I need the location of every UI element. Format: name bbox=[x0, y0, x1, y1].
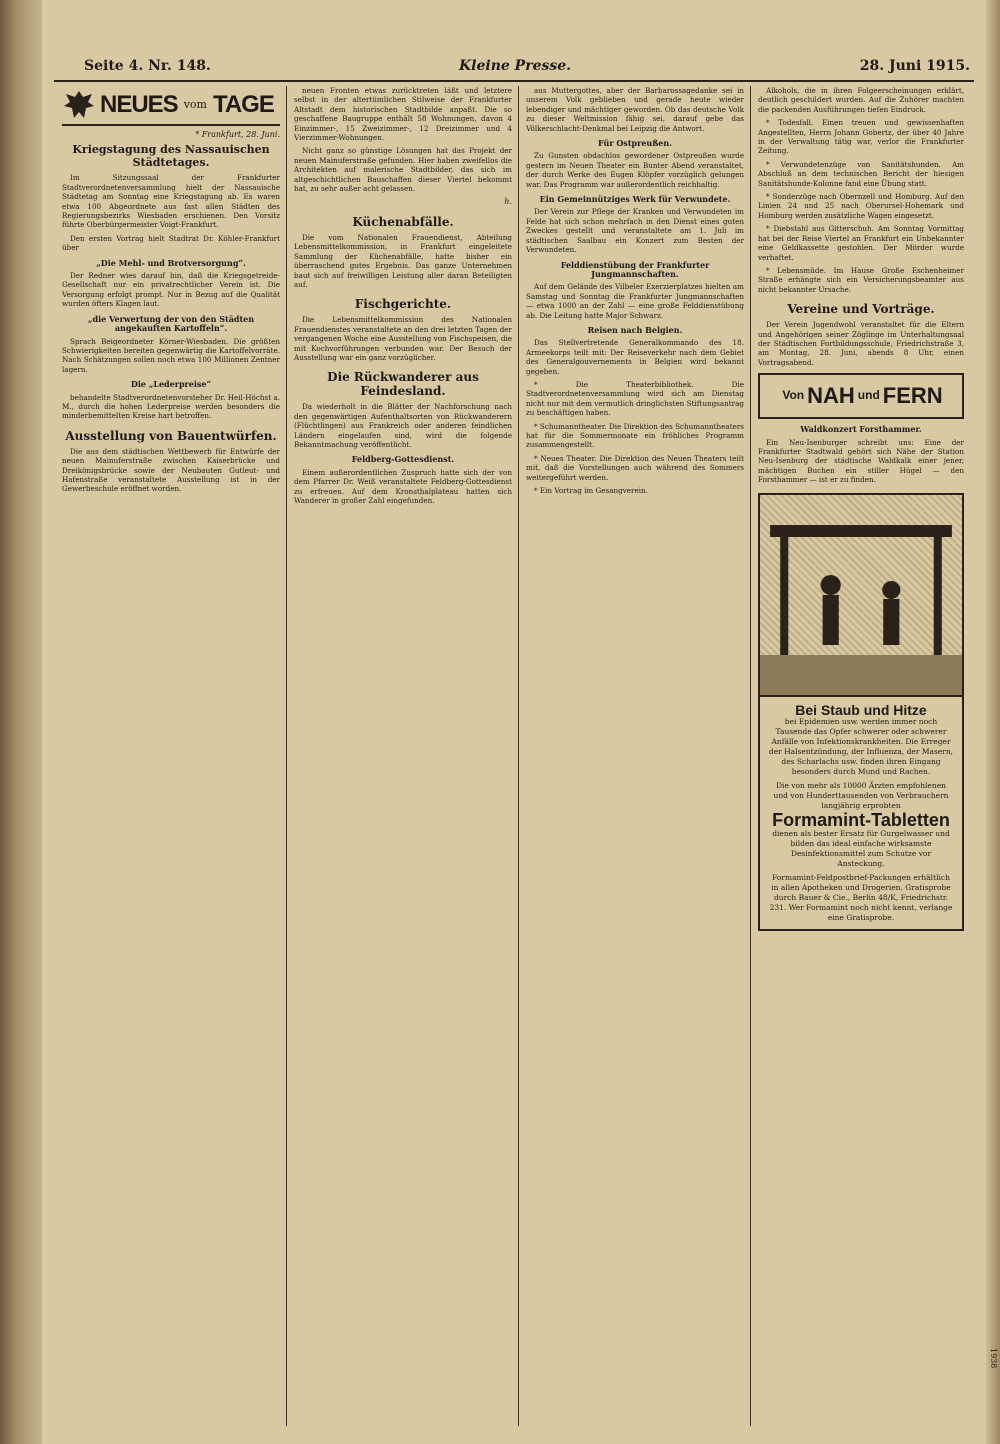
article-paragraph: aus Muttergottes, aber der Barbarossagedanke sei in unserem Volk geblieben und gerade heute wieder lebendiger und mächtiger geworden. Ob das deutsche Volk zu dieser Weltmission fähig sei, darauf gebe das Völkerschlacht-Denkmal bei Leipzig die Antwort. bbox=[526, 86, 744, 133]
article-paragraph: * Sonderzüge nach Obernzell und Homburg. Auf den Linien 24 und 25 nach Oberursel-Hohemark und Homburg werden zusätzliche Wagen eingesetzt. bbox=[758, 192, 964, 220]
column-3 bbox=[526, 86, 744, 1426]
masthead-word-1: NEUES bbox=[100, 91, 178, 119]
page-content bbox=[54, 0, 974, 1444]
article-paragraph: * Neues Theater. Die Direktion des Neuen Theaters teilt mit, daß die Vorstellungen auch während des Sommers weitergeführt werden. bbox=[526, 453, 744, 482]
column-separator bbox=[518, 86, 519, 1426]
article-title: Kriegstagung des Nassauischen Städtetages. bbox=[72, 143, 270, 170]
article-paragraph: * Lebensmüde. Im Hause Große Eschenheimer Straße erhängte sich ein Versicherungsbeamter aus nicht bekannter Ursache. bbox=[758, 265, 964, 294]
advertisement-illustration bbox=[758, 493, 964, 697]
article-paragraph: Auf dem Gelände des Vilbeler Exerzierplatzes hielten am Samstag und Sonntag die Frankfurter Jungmannschaften — etwa 1000 an der Zahl — eine große Felddienstübung ab. Die Leitung hatte Major Schwarz. bbox=[526, 282, 744, 320]
eagle-icon bbox=[62, 88, 96, 122]
article-paragraph: Einem außerordentlichen Zuspruch hatte sich der von dem Pfarrer Dr. Weiß veranstaltete Feldberg-Gottesdienst zu erfreuen. Auf dem Kronsthalplateau hatten sich Wanderer in großer Zahl eingefunden. bbox=[294, 467, 512, 505]
subheading: Reisen nach Belgien. bbox=[587, 324, 683, 335]
article-paragraph: * Ein Vortrag im Gesangverein. bbox=[534, 486, 648, 496]
subheading: Feldberg-Gottesdienst. bbox=[351, 454, 455, 465]
page-number: Seite 4. Nr. 148. bbox=[84, 58, 211, 74]
article-paragraph: Die vom Nationalen Frauendienst, Abteilung Lebensmittelkommission, in Frankfurt eingeleitete Sammlung der Küchenabfälle, hatte bisher ein überraschend gutes Ergebnis. Das ganze Unternehmen baut sich auf freiwilligen Leistung aller daran Beteiligten auf. bbox=[294, 232, 512, 289]
article-paragraph: behandelte Stadtverordnetenvorsteher Dr. Heil-Höchst a. M., durch die hohen Lederpreise werden besonders die minderbemittelten Kreise hart betroffen. bbox=[62, 392, 280, 421]
column-2 bbox=[294, 86, 512, 1426]
banner-word-3: und bbox=[857, 388, 880, 403]
paper-name: Kleine Presse. bbox=[459, 58, 572, 74]
street-scene-icon bbox=[760, 495, 962, 695]
article-paragraph: Den ersten Vortrag hielt Stadtrat Dr. Köhler-Frankfurt über bbox=[62, 233, 280, 253]
subheading: Für Ostpreußen. bbox=[597, 138, 672, 149]
article-title: Fischgerichte. bbox=[354, 297, 452, 312]
ad-headline: Bei Staub und Hitze bbox=[795, 701, 927, 718]
section-title: Vereine und Vorträge. bbox=[787, 302, 935, 317]
section-masthead bbox=[62, 86, 280, 126]
article-paragraph: Zu Gunsten obdachlos gewordener Ostpreußen wurde gestern im Neuen Theater ein Bunter Abend veranstaltet, der durch Werke des Eugen Klöpfer vorzüglich gelungen war. Das Programm war außerordentlich reichhaltig. bbox=[526, 151, 744, 189]
subheading: Ein Gemeinnütziges Werk für Verwundete. bbox=[539, 194, 731, 205]
article-paragraph: * Verwundetenzüge von Sanitätshunden. Am Abschluß an dem technischen Bericht der hiesigen Sanitätshunde-Kolonne fand eine Übung statt. bbox=[758, 159, 964, 188]
column-4 bbox=[758, 86, 964, 1426]
article-paragraph: Die Lebensmittelkommission des Nationalen Frauendienstes veranstaltete an den drei letzten Tagen der vergangenen Woche eine Ausstellung von Fischspeisen, die mit Kochvorführungen verbunden war. Der Besuch der Ausstellung war ein ganz vorzüglicher. bbox=[294, 315, 512, 362]
ad-text: Formamint-Feldpostbrief-Packungen erhältlich in allen Apotheken und Drogerien. Gratisprobe durch Bauer & Cie., Berlin 48/K, Friedrichstr. 231. Wer Formamint noch nicht kennt, verlange eine Gratisprobe. bbox=[769, 872, 953, 922]
section-banner-nah-fern bbox=[758, 373, 964, 419]
banner-word-2: NAH bbox=[807, 383, 855, 409]
subheading: Waldkonzert Forsthammer. bbox=[800, 424, 922, 435]
article-paragraph: Der Verein Jugendwohl veranstaltet für die Eltern und Angehörigen seiner Zöglinge im Unterhaltungsaal der Städtischen Fortbildungsschule, Friedrichstraße 3, am Montag, 28. Juni, abends 8 Uhr, einen Vortragsabend. bbox=[758, 320, 964, 367]
page-header bbox=[54, 58, 974, 80]
article-paragraph: Sprach Beigeordneter Körner-Wiesbaden. Die größten Schwierigkeiten bereiten gegenwärtig die Kartoffelvorräte. Nach Schätzungen sollen noch etwa 100 Millionen Zentner lagern. bbox=[62, 336, 280, 374]
banner-word-4: FERN bbox=[882, 383, 943, 409]
ad-text: bei Epidemien usw. werden immer noch Tausende das Opfer schwerer oder schwerer Anfälle von Infektionskrankheiten. Die Erreger der Halsentzündung, der Influenza, der Masern, des Scharlachs usw. finden ihren Eingang besonders durch Mund und Rachen. bbox=[768, 716, 954, 776]
article-paragraph: * Schumanntheater. Die Direktion des Schumanntheaters hat für die Sommermonate ein fröhliches Programm zusammengestellt. bbox=[526, 421, 744, 450]
ad-brand: Formamint-Tabletten bbox=[772, 809, 950, 830]
article-paragraph: Im Sitzungssaal der Frankfurter Stadtverordnetenversammlung hielt der Nassauische Städtetag am Sonntag eine Kriegstagung ab. Es waren etwa 100 Abgeordnete aus fast allen Städten des Regierungsbezirks Wiesbaden erschienen. Den Vorsitz führte Oberbürgermeister Voigt-Frankfurt. bbox=[62, 173, 280, 230]
subheading: Felddienstübung der Frankfurter Jungmannschaften. bbox=[560, 259, 710, 279]
column-separator bbox=[750, 86, 751, 1426]
issue-date: 28. Juni 1915. bbox=[859, 58, 970, 74]
subheading: „die Verwertung der von den Städten angekauften Kartoffeln“. bbox=[87, 313, 255, 334]
article-paragraph: Ein Neu-Isenburger schreibt uns: Eine der Frankfurter Stadtwald gehört sich Nähe der Station Neu-Isenburg der städtische Waldkalk einer jener, mächtigen Buchen ein stiller Hügel — den Forsthammer — ist er zu finden. bbox=[758, 437, 964, 485]
margin-number: 1938 bbox=[989, 1348, 998, 1369]
banner-word-1: Von bbox=[782, 388, 805, 403]
article-paragraph: Das Stellvertretende Generalkommando des 18. Armeekorps teilt mit: Der Reiseverkehr nach dem Gebiet des Generalgouvernements in Belgien wird bekannt gegeben. bbox=[526, 338, 744, 376]
article-paragraph: * Todesfall. Einen treuen und gewissenhaften Angestellten, Herrn Johann Gobertz, der über 40 Jahre in der Verwaltung tätig war, verlor die Frankfurter Zeitung. bbox=[758, 118, 964, 156]
masthead-word-2: vom bbox=[183, 98, 207, 112]
page-edge bbox=[986, 0, 1000, 1444]
article-paragraph: Die aus dem städtischen Wettbewerb für Entwürfe der neuen Mainuferstraße zwischen Kaiserbrücke und Dreikönigsbrücke sowie der Neubauten Gutleut- und Hafenstraße veranstaltete Ausstellung ist in der Gewerbeschule eröffnet worden. bbox=[62, 446, 280, 494]
article-paragraph: Alkohols, die in ihren Folgeerscheinungen erklärt, deutlich geschildert wurden. Auf die Zuhörer machten die packenden Ausführungen tiefen Eindruck. bbox=[758, 86, 964, 114]
article-paragraph: Der Redner wies darauf hin, daß die Kriegsgetreide-Gesellschaft nur ein privatrechtlicher Verein ist. Die Versorgung erfolgt prompt. Nur in Bezug auf die Qualität wurden öfters Klagen laut. bbox=[62, 271, 280, 309]
book-binding bbox=[0, 0, 42, 1444]
masthead-word-3: TAGE bbox=[212, 91, 274, 119]
article-paragraph: * Diebstahl aus Gitterschuh. Am Sonntag Vormittag hat bei der Reise Viertel an Frankfurt ein Unbekannter eine Geldkassette gestohlen. Der Mörder wurde verhaftet. bbox=[758, 224, 964, 262]
article-title: Ausstellung von Bauentwürfen. bbox=[65, 428, 277, 443]
article-title: Küchenabfälle. bbox=[352, 214, 454, 229]
signature: h. bbox=[504, 197, 512, 207]
article-paragraph: Nicht ganz so günstige Lösungen hat das Projekt der neuen Mainuferstraße gefunden. Hier haben zweifellos die Architekten auf malerische Stadtbilder, das sich im altgeschichtlichen Bauschaffen dieser Viertel bekommt hat, zu sehr außer acht gelassen. bbox=[294, 146, 512, 194]
article-paragraph: Da wiederholt in die Blätter der Nachforschung nach den gegenwärtigen Aufenthaltsorten von Rückwanderern (Flüchtlingen) aus Frankreich oder anderen feindlichen Ländern eingelaufen sind, wird die folgende Bekanntmachung veröffentlicht. bbox=[294, 402, 512, 449]
dateline: * Frankfurt, 28. Juni. bbox=[195, 130, 280, 139]
column-separator bbox=[286, 86, 287, 1426]
subheading: Die „Lederpreise“ bbox=[130, 379, 212, 390]
article-paragraph: * Die Theaterbibliothek. Die Stadtverordnetenversammlung wird sich am Dienstag nicht nur mit dem vermutlich dringlichsten Stiftungsantrag zu beschäftigen haben. bbox=[526, 379, 744, 418]
formamint-advertisement bbox=[758, 697, 964, 931]
article-paragraph: Der Verein zur Pflege der Kranken und Verwundeten im Felde hat sich schon mehrfach in den Dienst eines guten Zweckes gestellt und veranstaltete am 1. Juli im städtischen Saalbau ein Konzert zum Besten der Verwundeten. bbox=[526, 207, 744, 255]
article-paragraph: neuen Fronten etwas zurücktreten läßt und letztere selbst in der altertümlichen Stilweise der Frankfurter Altstadt dem historischen Stadtbilde anpaßt. Die so geschaffene Baugruppe enthält 58 Wohnungen, davon 4 Einzimmer-, 15 Zweizimmer-, 12 Dreizimmer und 4 Vierzimmer-Wohnungen. bbox=[294, 86, 512, 143]
ad-text: dienen als bester Ersatz für Gurgelwasser und bilden das ideal einfache wirksamste Desinfektionsmittel zum Schutze vor Ansteckung. bbox=[772, 828, 950, 868]
column-1 bbox=[62, 86, 280, 1426]
ad-text: Die von mehr als 10000 Ärzten empfohlenen und von Hunderttausenden von Verbrauchern langjährig erprobten bbox=[773, 780, 949, 810]
article-title: Die Rückwanderer aus Feindesland. bbox=[327, 370, 479, 399]
subheading: „Die Mehl- und Brotversorgung“. bbox=[96, 257, 246, 268]
header-rule bbox=[54, 80, 974, 82]
